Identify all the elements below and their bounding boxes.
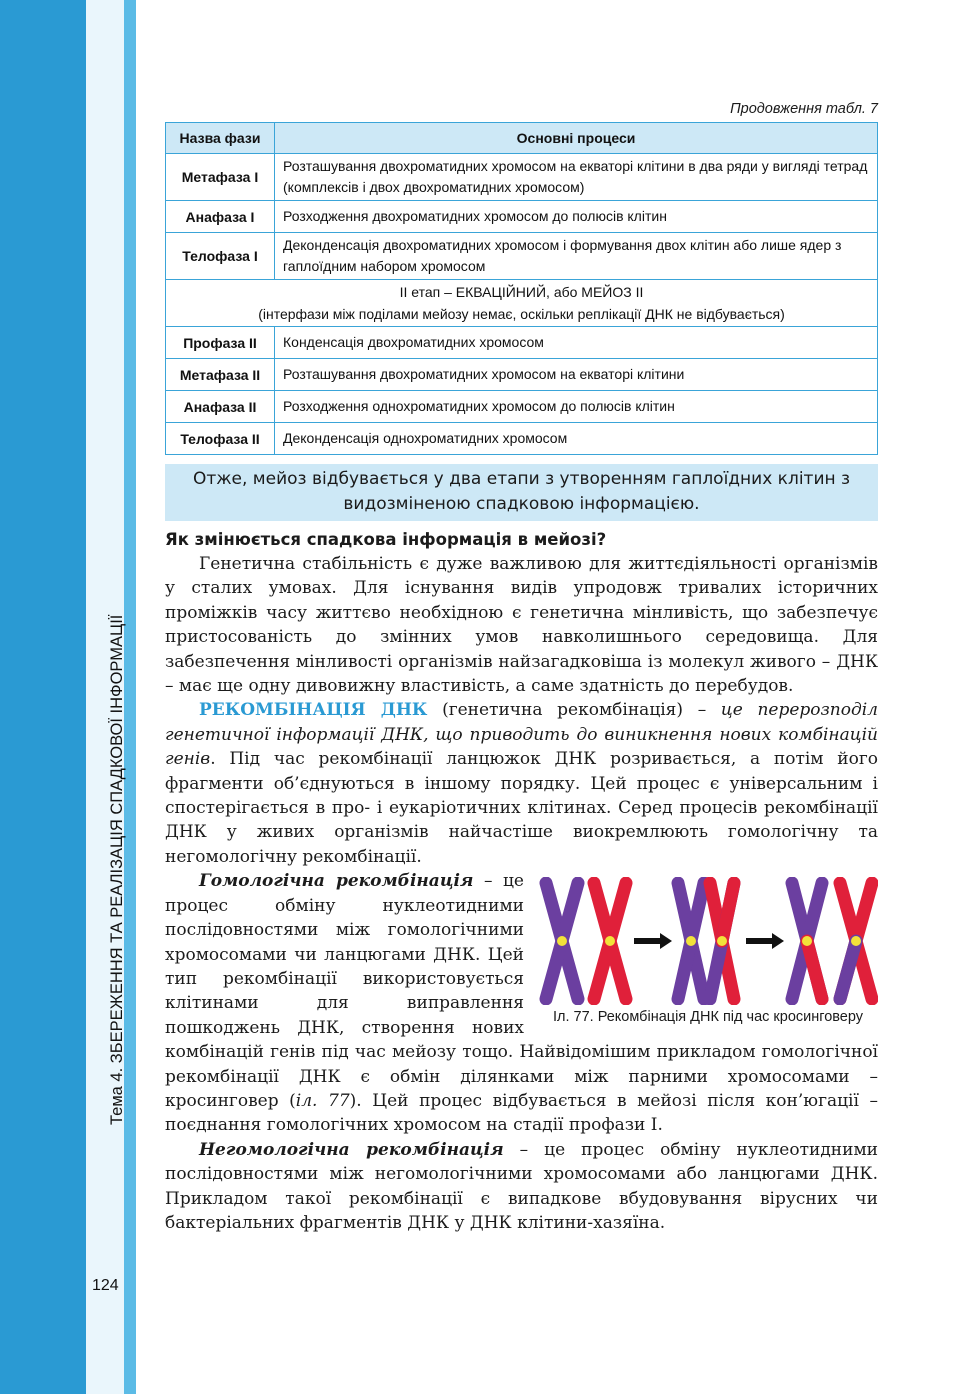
- table-caption: Продовження табл. 7: [730, 101, 878, 117]
- crossing-over-illustration: [538, 877, 878, 1005]
- phase-process: Деконденсація двохроматидних хромосом і формування двох клітин або лише ядер з гаплоїдним набором хромосом: [275, 233, 878, 280]
- text-span: (генетична рекомбінація) –: [427, 700, 721, 721]
- text-span: ). Цей процес відбувається в мейозі після кон’югації – поєднання гомологічних хромосом на стадії профази І.: [165, 1090, 878, 1136]
- stage-divider-row: [166, 280, 878, 327]
- meiosis-phase-table: [165, 122, 878, 455]
- chromosome-pair-3: [792, 883, 872, 999]
- phase-process: Конденсація двохроматидних хромосом: [275, 327, 878, 359]
- paragraph-genetic-stability: Генетична стабільність є дуже важливою для життєдіяльності організмів у сталих умовах. Для існування видів упродовж тривалих історичних проміжків часу життєво необхідною є генетична мінливість, що забезпечує пристосованість до змінних умов навколишнього середовища. Для забезпечення мінливості організмів найзагадковіша із молекул живого – ДНК – має ще одну дивовижну властивість, а саме здатність до перебудов.: [165, 554, 878, 697]
- phase-name: Метафаза І: [166, 154, 275, 201]
- table-row: [166, 201, 878, 233]
- phase-name: Телофаза І: [166, 233, 275, 280]
- phase-name: Телофаза ІІ: [166, 423, 275, 455]
- arrow-icon: [746, 933, 784, 949]
- paragraph-nonhomologous-recombination: [165, 1138, 878, 1236]
- stage-2-note: (інтерфази між поділами мейозу немає, оскільки реплікації ДНК не відбувається): [258, 306, 785, 322]
- table-row: [166, 327, 878, 359]
- term-dna-recombination: РЕКОМБІНАЦІЯ ДНК: [199, 700, 428, 721]
- phase-name: Анафаза ІІ: [166, 391, 275, 423]
- page-content: [165, 96, 878, 1235]
- stage-2-title: ІІ етап – ЕКВАЦІЙНИЙ, або МЕЙОЗ ІІ: [399, 284, 644, 300]
- header-phase-name: Назва фази: [166, 123, 275, 154]
- figure-reference: іл. 77: [295, 1090, 350, 1111]
- text-span: . Під час рекомбінації ланцюжок ДНК розривається, а потім його фрагменти об’єднуються в іншому порядку. Цей процес є універсальним і спостерігається в про- і еукаріотичних клітинах. Серед процесів рекомбінації ДНК у живих організмів найчастіше виокремлюють гомологічну та негомологічну рекомбінації.: [165, 749, 878, 867]
- stage-2-cell: [166, 280, 878, 327]
- definition-text: це перерозподіл генетичної інформації ДНК, що приводить до виникнення нових комбінацій генів: [165, 700, 878, 770]
- term-nonhomologous-recombination: Негомологічна рекомбінація: [199, 1139, 504, 1160]
- phase-process: Розташування двохроматидних хромосом на екваторі клітини в два ряди у вигляді тетрад (комплексів і двох двохроматидних хромосом): [275, 154, 878, 201]
- table-header-row: [166, 123, 878, 154]
- page-number: 124: [92, 1277, 119, 1294]
- header-processes: Основні процеси: [275, 123, 878, 154]
- phase-process: Деконденсація однохроматидних хромосом: [275, 423, 878, 455]
- table-row: [166, 423, 878, 455]
- figure-caption: Іл. 77. Рекомбінація ДНК під час кросинговеру: [552, 1009, 864, 1026]
- phase-process: Розходження однохроматидних хромосом до полюсів клітин: [275, 391, 878, 423]
- phase-name: Метафаза ІІ: [166, 359, 275, 391]
- text-span: – це процес обміну нуклеотидними послідовностями між негомологічними хромосомами або ланцюгами ДНК. Прикладом такої рекомбінації є випадкове вбудовування вірусних чи бактеріальних фрагментів ДНК у ДНК клітини-хазяїна.: [165, 1139, 879, 1233]
- table-row: [166, 233, 878, 280]
- phase-name: Профаза ІІ: [166, 327, 275, 359]
- arrow-icon: [634, 933, 672, 949]
- summary-box: Отже, мейоз відбувається у два етапи з утворенням гаплоїдних клітин з видозміненою спадковою інформацією.: [165, 464, 878, 521]
- figure-crossing-over: [538, 877, 878, 1028]
- table-row: [166, 154, 878, 201]
- phase-name: Анафаза І: [166, 201, 275, 233]
- phase-process: Розташування двохроматидних хромосом на екваторі клітини: [275, 359, 878, 391]
- section-heading: Як змінюється спадкова інформація в мейозі?: [165, 530, 607, 549]
- side-band: [0, 0, 86, 1394]
- paragraph-dna-recombination: [165, 698, 878, 869]
- table-row: [166, 391, 878, 423]
- chapter-title: Тема 4. ЗБЕРЕЖЕННЯ ТА РЕАЛІЗАЦІЯ СПАДКОВОЇ ІНФОРМАЦІЇ: [108, 614, 126, 1125]
- chromosome-pair-1: [546, 883, 626, 999]
- text-span: – це процес обміну нуклеотидними послідовностями між гомологічними хромосомами чи ланцюгами ДНК. Цей тип рекомбінації використовується клітинами для виправлення пошкоджень ДНК, створення нових комбінацій генів під час мейозу тощо. Найвідомішим прикладом гомологічної рекомбінації ДНК є обмін ділянками між парними хромосомами – кросинговер (: [165, 871, 878, 1111]
- table-row: [166, 359, 878, 391]
- phase-process: Розходження двохроматидних хромосом до полюсів клітин: [275, 201, 878, 233]
- chromosome-pair-2: [678, 883, 734, 999]
- term-homologous-recombination: Гомологічна рекомбінація: [199, 871, 474, 892]
